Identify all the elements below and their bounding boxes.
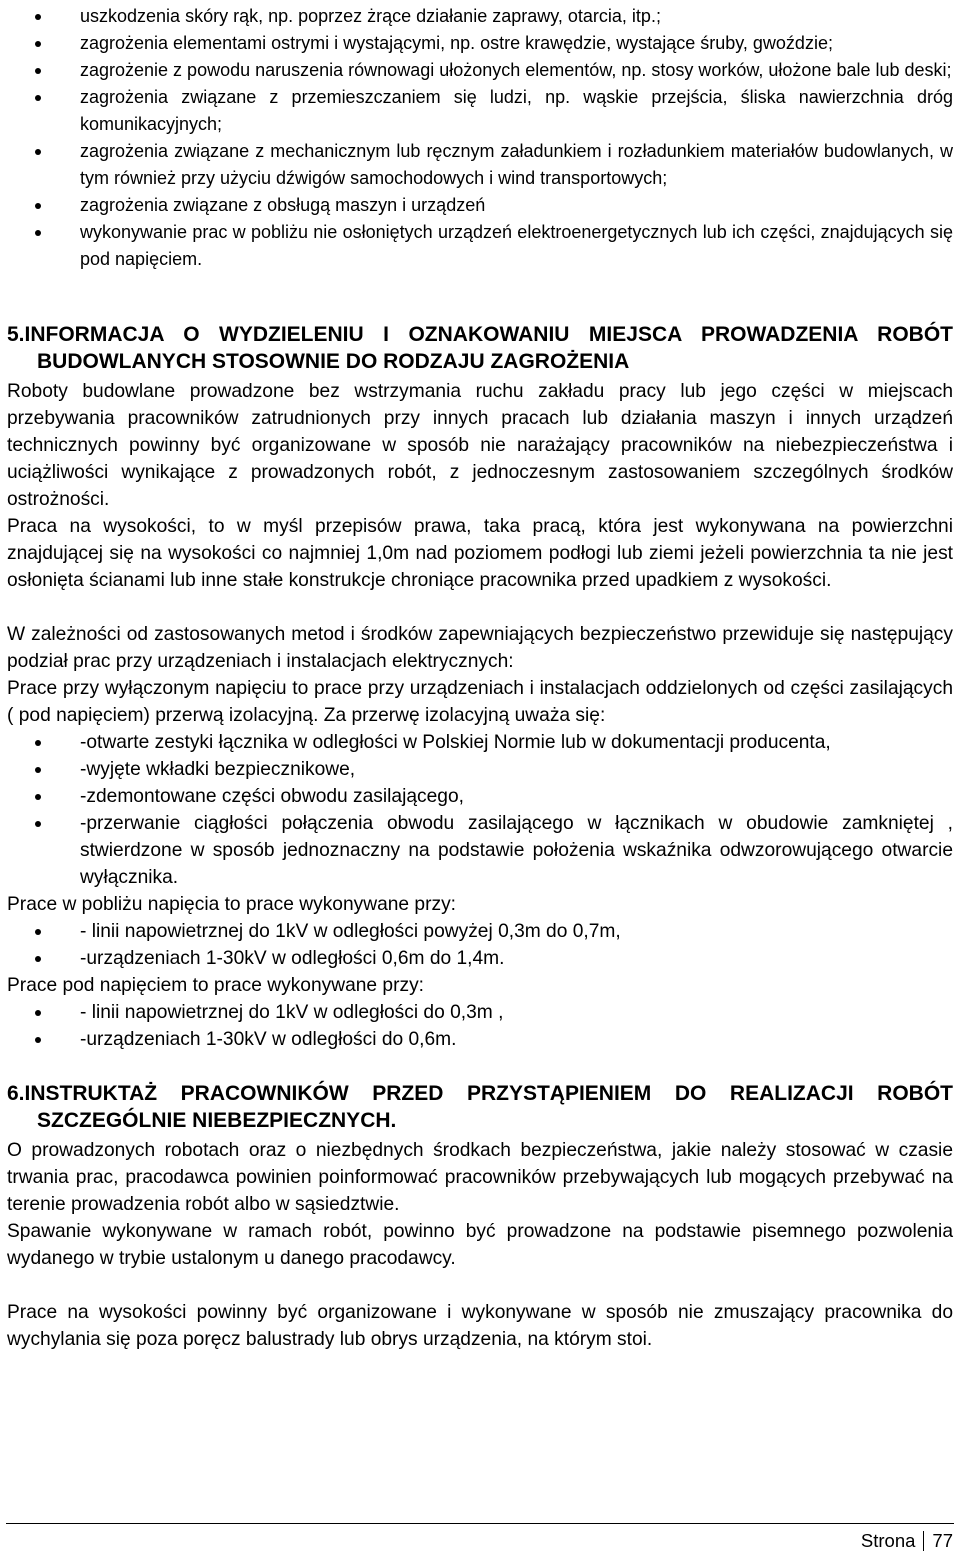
page-number: 77 [932,1530,953,1551]
bullet-icon [35,1037,41,1043]
section-5-paragraph-2: Praca na wysokości, to w myśl przepisów prawa, taka pracą, która jest wykonywana na powierzchni znajdującej się na wysokości co najmniej 1,0m nad poziomem podłogi lub ziemi jeżeli powierzchnia ta nie jest osłonięta ścianami lub inne stałe konstrukcje chroniące pracownika przed upadkiem z wysokości. [7,516,953,591]
bullet-icon [35,956,41,962]
section-5-heading: 5.INFORMACJA O WYDZIELENIU I OZNAKOWANIU MIEJSCA PROWADZENIA ROBÓT BUDOWLANYCH STOSOWNIE DO RODZAJU ZAGROŻENIA [7,323,953,373]
section-5-paragraph-3: W zależności od zastosowanych metod i środków zapewniających bezpieczeństwo przewiduje się następujący podział prac przy urządzeniach i instalacjach elektrycznych: [7,624,953,672]
list-item: uszkodzenia skóry rąk, np. poprzez żrące działanie zaprawy, otarcia, itp.; [7,3,953,30]
list-item: zagrożenia związane z obsługą maszyn i urządzeń [7,192,953,219]
list-item: - linii napowietrznej do 1kV w odległości do 0,3m , [7,999,953,1026]
bullet-icon [35,68,41,74]
page-label: Strona [860,1530,916,1551]
bullet-icon [35,767,41,773]
section-5-paragraph-6: Prace pod napięciem to prace wykonywane przy: [7,975,425,996]
bullet-icon [35,794,41,800]
bullet-icon [35,929,41,935]
list-item: zagrożenia związane z przemieszczaniem się ludzi, np. wąskie przejścia, śliska nawierzchnia dróg komunikacyjnych; [7,84,953,138]
bullet-icon [35,821,41,827]
section-5-paragraph-4: Prace przy wyłączonym napięciu to prace przy urządzeniach i instalacjach oddzielonych od części zasilających ( pod napięciem) przerwą izolacyjną. Za przerwę izolacyjną uważa się: [7,678,953,726]
section-5-paragraph-5: Prace w pobliżu napięcia to prace wykonywane przy: [7,894,457,915]
hazard-list [7,3,953,273]
list-item: -przerwanie ciągłości połączenia obwodu zasilającego w łącznikach w obudowie zamkniętej , stwierdzone w sposób jednoznaczny na podstawie położenia wskaźnika odwzorowującego otwarcie wyłącznika. [7,810,953,891]
list-item: -urządzeniach 1-30kV w odległości do 0,6m. [7,1026,953,1053]
footer-separator [923,1531,924,1551]
list-item: -wyjęte wkładki bezpiecznikowe, [7,756,953,783]
isolation-list [7,729,953,891]
bullet-icon [35,230,41,236]
section-6-heading: 6.INSTRUKTAŻ PRACOWNIKÓW PRZED PRZYSTĄPIENIEM DO REALIZACJI ROBÓT SZCZEGÓLNIE NIEBEZPIECZNYCH. [7,1082,953,1132]
list-item: -urządzeniach 1-30kV w odległości 0,6m do 1,4m. [7,945,953,972]
list-item: - linii napowietrznej do 1kV w odległości powyżej 0,3m do 0,7m, [7,918,953,945]
bullet-icon [35,203,41,209]
list-item: -zdemontowane części obwodu zasilającego, [7,783,953,810]
bullet-icon [35,1010,41,1016]
list-item: zagrożenie z powodu naruszenia równowagi ułożonych elementów, np. stosy worków, ułożone bale lub deski; [7,57,953,84]
bullet-icon [35,740,41,746]
near-voltage-list [7,918,953,972]
section-5-paragraph-1: Roboty budowlane prowadzone bez wstrzymania ruchu zakładu pracy lub jego części w miejscach przebywania pracowników zatrudnionych przy innych pracach lub działania maszyn i innych urządzeń technicznych powinny być organizowane w sposób nie narażający pracowników na niebezpieczeństwa i uciążliwości wynikające z prowadzonych robót, z jednoczesnym zastosowaniem szczególnych środków ostrożności. [7,381,953,510]
list-item: wykonywanie prac w pobliżu nie osłoniętych urządzeń elektroenergetycznych lub ich części, znajdujących się pod napięciem. [7,219,953,273]
page-footer [861,1530,953,1552]
bullet-icon [35,41,41,47]
section-6-paragraph-2: Spawanie wykonywane w ramach robót, powinno być prowadzone na podstawie pisemnego pozwolenia wydanego w trybie ustalonym u danego pracodawcy. [7,1221,953,1269]
document-page [7,0,953,1353]
list-item: zagrożenia związane z mechanicznym lub ręcznym załadunkiem i rozładunkiem materiałów budowlanych, w tym również przy użyciu dźwigów samochodowych i wind transportowych; [7,138,953,192]
bullet-icon [35,14,41,20]
bullet-icon [35,95,41,101]
footer-divider [6,1523,954,1524]
bullet-icon [35,149,41,155]
section-6-paragraph-1: O prowadzonych robotach oraz o niezbędnych środkach bezpieczeństwa, jakie należy stosować w czasie trwania prac, pracodawca powinien poinformować pracowników przebywających lub mogących przebywać na terenie prowadzenia robót albo w sąsiedztwie. [7,1140,953,1215]
live-voltage-list [7,999,953,1053]
section-6-paragraph-3: Prace na wysokości powinny być organizowane i wykonywane w sposób nie zmuszający pracownika do wychylania się poza poręcz balustrady lub obrys urządzenia, na którym stoi. [7,1302,953,1350]
list-item: zagrożenia elementami ostrymi i wystającymi, np. ostre krawędzie, wystające śruby, gwoździe; [7,30,953,57]
list-item: -otwarte zestyki łącznika w odległości w Polskiej Normie lub w dokumentacji producenta, [7,729,953,756]
